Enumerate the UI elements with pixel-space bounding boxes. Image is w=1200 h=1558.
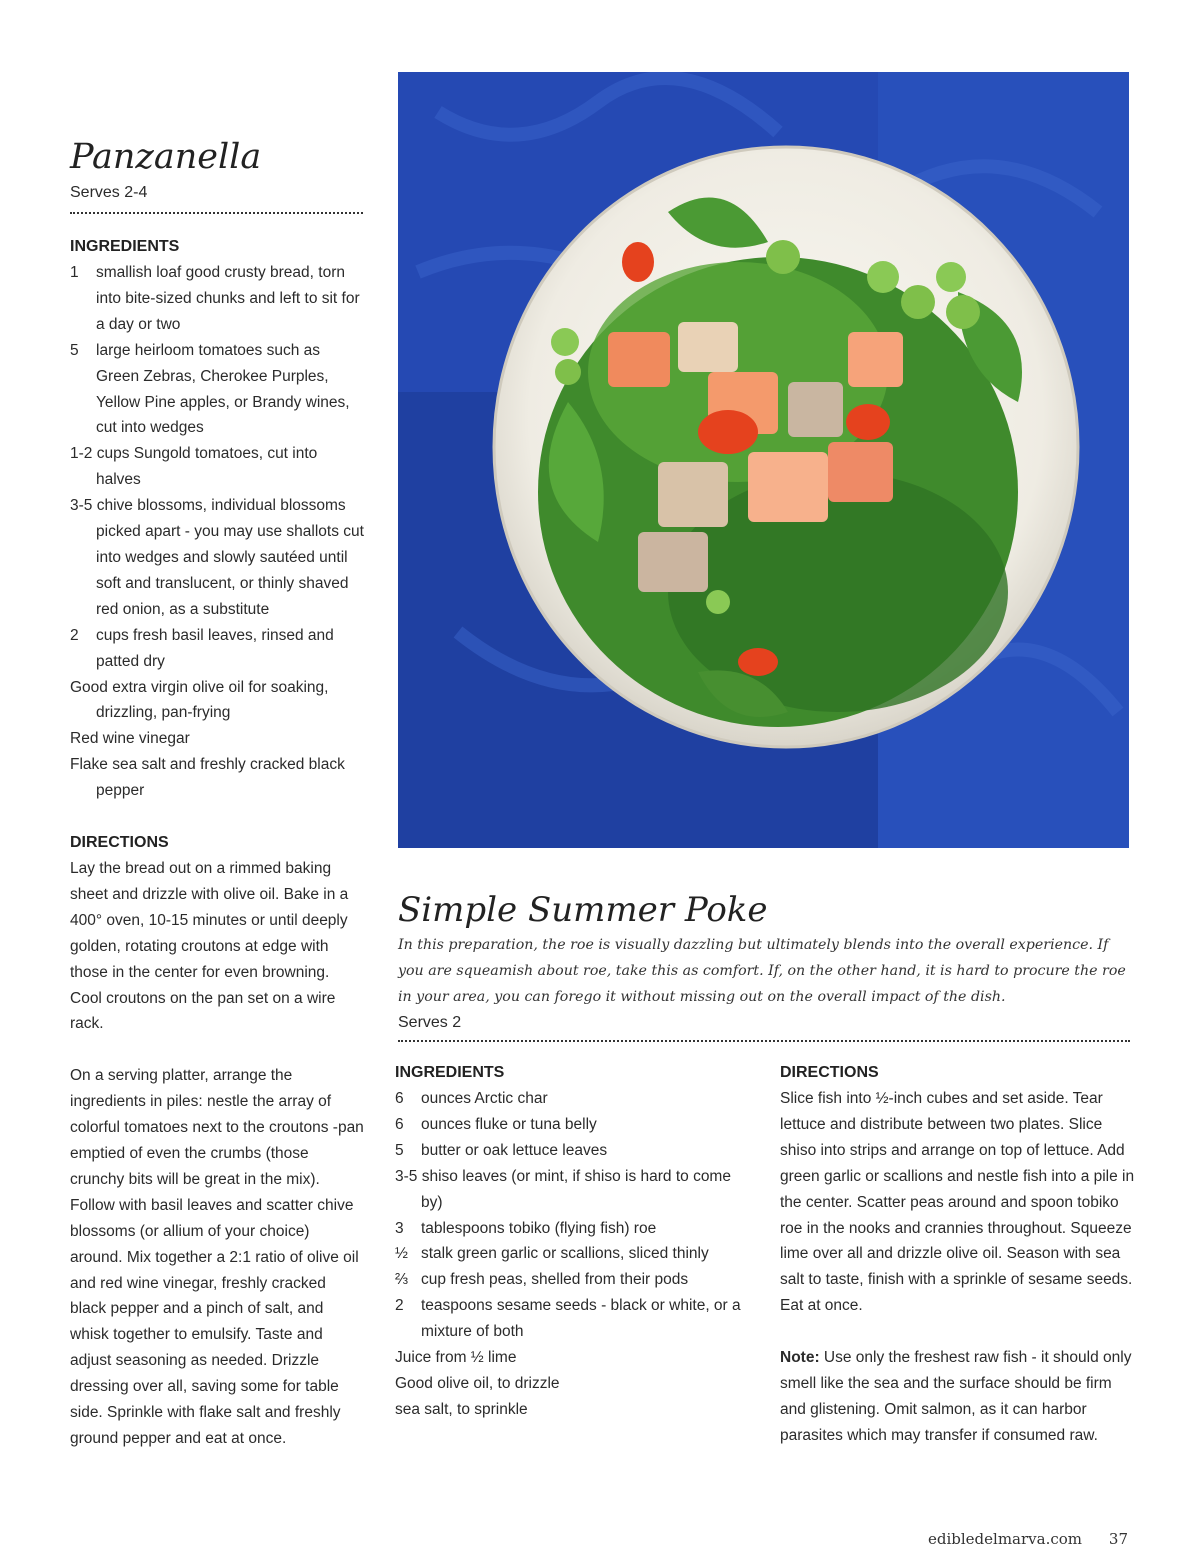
panzanella-serves: Serves 2-4 bbox=[70, 184, 148, 201]
poke-serves: Serves 2 bbox=[398, 1014, 462, 1031]
ingredient-qty: 2 bbox=[70, 626, 79, 644]
panzanella-title: Panzanella bbox=[70, 137, 262, 177]
panzanella-directions bbox=[70, 856, 365, 1452]
pea bbox=[706, 590, 730, 614]
note-text: Use only the freshest raw fish - it should only smell like the sea and the surface should be firm and glistening. Omit salmon, as it can harbor parasites which may transfer if consumed raw. bbox=[780, 1349, 1132, 1444]
direction-paragraph: On a serving platter, arrange the ingredients in piles: nestle the array of colorful tomatoes next to the croutons -pan emptied of even the crumbs (those crunchy bits will be great in the mix). Follow with basil leaves and scatter chive blossoms (or allium of your choice) around. Mix together a 2:1 ratio of olive oil and red wine vinegar, freshly cracked black pepper and a pinch of salt, and whisk together to emulsify. Taste and adjust seasoning as needed. Drizzle dressing over all, saving some for table side. Sprinkle with flake salt and freshly ground pepper and eat at once. bbox=[70, 1067, 364, 1447]
note-label: Note: bbox=[780, 1349, 820, 1367]
pea bbox=[555, 359, 581, 385]
panzanella-recipe bbox=[70, 135, 365, 1452]
dotted-divider bbox=[398, 1040, 1130, 1042]
ingredient-qty: ⅔ bbox=[395, 1271, 408, 1289]
page-number: 37 bbox=[1108, 1530, 1128, 1548]
ingredient-text: teaspoons sesame seeds - black or white, or a mixture of both bbox=[421, 1297, 741, 1341]
ingredient-text: Flake sea salt and freshly cracked black pepper bbox=[70, 756, 345, 800]
pea bbox=[551, 328, 579, 356]
fish-cube bbox=[848, 332, 903, 387]
ingredient-item bbox=[395, 1216, 745, 1242]
dotted-divider bbox=[70, 212, 363, 214]
ingredient-text: smallish loaf good crusty bread, torn into bite-sized chunks and left to sit for a day or two bbox=[96, 264, 360, 333]
ingredient-text: ounces Arctic char bbox=[421, 1090, 548, 1107]
ingredient-item bbox=[70, 441, 365, 493]
panzanella-ingredients-heading: INGREDIENTS bbox=[70, 238, 180, 255]
ingredient-text: butter or oak lettuce leaves bbox=[421, 1141, 608, 1159]
ingredient-text: 1-2 cups Sungold tomatoes, cut into halves bbox=[70, 445, 318, 489]
ingredient-item bbox=[70, 752, 365, 804]
ingredient-item bbox=[395, 1086, 745, 1112]
ingredient-item bbox=[395, 1371, 745, 1397]
ingredient-qty: 5 bbox=[395, 1141, 404, 1159]
ingredient-item bbox=[70, 260, 365, 338]
ingredient-item bbox=[395, 1345, 745, 1371]
poke-photo bbox=[398, 72, 1129, 848]
ingredient-item bbox=[395, 1241, 745, 1267]
ingredient-item bbox=[395, 1138, 745, 1164]
poke-recipe-header bbox=[398, 888, 1130, 1042]
ingredient-qty: 1 bbox=[70, 264, 79, 281]
ingredient-text: tablespoons tobiko (flying fish) roe bbox=[421, 1219, 657, 1237]
poke-title: Simple Summer Poke bbox=[398, 890, 768, 930]
pea bbox=[946, 295, 980, 329]
poke-intro: In this preparation, the roe is visually dazzling but ultimately blends into the overall experience. If you are squeamish about roe, take this as comfort. If, on the other hand, it is hard to procure the roe in your area, you can forego it without missing out on the overall impact of the dish. bbox=[398, 937, 1126, 1005]
ingredient-qty: 6 bbox=[395, 1090, 404, 1107]
roe bbox=[698, 410, 758, 454]
ingredient-text: cup fresh peas, shelled from their pods bbox=[421, 1271, 689, 1289]
ingredient-text: Red wine vinegar bbox=[70, 730, 190, 748]
ingredient-text: ounces fluke or tuna belly bbox=[421, 1115, 597, 1133]
poke-directions bbox=[780, 1060, 1135, 1449]
fish-cube bbox=[608, 332, 670, 387]
ingredient-text: sea salt, to sprinkle bbox=[395, 1400, 528, 1418]
ingredient-text: 3-5 chive blossoms, individual blossoms picked apart - you may use shallots cut into wedges and slowly sautéed until soft and translucent, or thinly shaved red onion, as a substitute bbox=[70, 497, 364, 618]
pea bbox=[766, 240, 800, 274]
ingredient-qty: ½ bbox=[395, 1245, 408, 1263]
panzanella-directions-heading: DIRECTIONS bbox=[70, 834, 169, 852]
fish-cube bbox=[748, 452, 828, 522]
ingredient-qty: 2 bbox=[395, 1297, 404, 1315]
ingredient-qty: 6 bbox=[395, 1115, 404, 1133]
ingredient-item bbox=[70, 726, 365, 752]
roe bbox=[622, 242, 654, 282]
panzanella-ingredients-list bbox=[70, 260, 365, 804]
ingredient-text: Good olive oil, to drizzle bbox=[395, 1374, 560, 1392]
footer-website: edibledelmarva.com bbox=[927, 1530, 1082, 1548]
ingredient-qty: 3 bbox=[395, 1219, 404, 1237]
poke-note bbox=[780, 1345, 1135, 1449]
fish-cube bbox=[828, 442, 893, 502]
ingredient-text: Good extra virgin olive oil for soaking, drizzling, pan-frying bbox=[70, 678, 329, 722]
ingredient-qty: 5 bbox=[70, 341, 79, 359]
poke-ingredients-list bbox=[395, 1086, 745, 1423]
ingredient-item bbox=[395, 1397, 745, 1423]
ingredient-item bbox=[70, 338, 365, 442]
ingredient-item bbox=[70, 493, 365, 623]
roe bbox=[846, 404, 890, 440]
ingredient-item bbox=[395, 1293, 745, 1345]
ingredient-item bbox=[395, 1164, 745, 1216]
direction-paragraph: Slice fish into ½-inch cubes and set aside. Tear lettuce and distribute between two plates. Slice shiso into strips and arrange on top of lettuce. Add green garlic or scallions and nestle fish into a pile in the center. Scatter peas around and spoon tobiko roe in the nooks and crannies throughout. Squeeze lime over all and drizzle olive oil. Season with sea salt to taste, finish with a sprinkle of sesame seeds. Eat at once. bbox=[780, 1090, 1135, 1315]
ingredient-item bbox=[395, 1112, 745, 1138]
poke-ingredients-heading: INGREDIENTS bbox=[395, 1064, 505, 1081]
roe bbox=[738, 648, 778, 676]
ingredient-text: 3-5 shiso leaves (or mint, if shiso is hard to come by) bbox=[395, 1167, 731, 1211]
pea bbox=[867, 261, 899, 293]
poke-ingredients bbox=[395, 1060, 745, 1423]
ingredient-text: Juice from ½ lime bbox=[395, 1349, 517, 1367]
direction-paragraph: Lay the bread out on a rimmed baking sheet and drizzle with olive oil. Bake in a 400° oven, 10-15 minutes or until deeply golden, rotating croutons at edge with those in the center for even browning. Cool croutons on the pan set on a wire rack. bbox=[70, 860, 349, 1033]
fish-cube bbox=[788, 382, 843, 437]
pea bbox=[936, 262, 966, 292]
fish-cube bbox=[678, 322, 738, 372]
ingredient-item bbox=[395, 1267, 745, 1293]
ingredient-item bbox=[70, 623, 365, 675]
ingredient-item bbox=[70, 675, 365, 727]
fish-cube bbox=[658, 462, 728, 527]
pea bbox=[901, 285, 935, 319]
ingredient-text: stalk green garlic or scallions, sliced thinly bbox=[421, 1245, 709, 1263]
ingredient-text: cups fresh basil leaves, rinsed and patted dry bbox=[96, 626, 334, 670]
fish-cube bbox=[638, 532, 708, 592]
ingredient-text: large heirloom tomatoes such as Green Zebras, Cherokee Purples, Yellow Pine apples, or Brandy wines, cut into wedges bbox=[96, 341, 350, 437]
poke-directions-heading: DIRECTIONS bbox=[780, 1064, 879, 1081]
